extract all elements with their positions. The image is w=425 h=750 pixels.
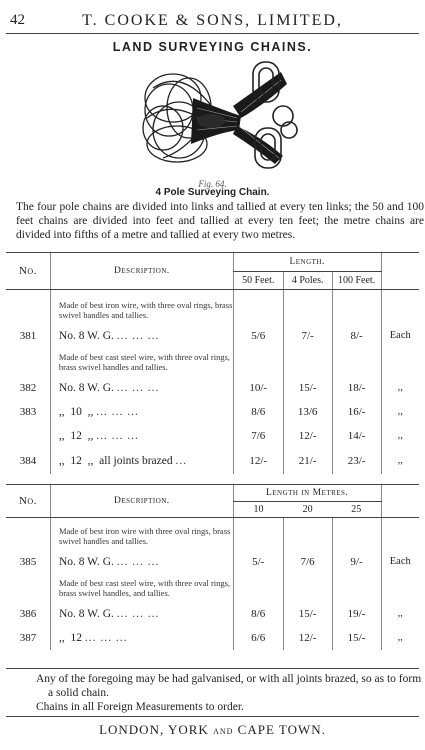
- price-10-metres: 6/6: [233, 626, 283, 650]
- footer-locations: LONDON, YORK and CAPE TOWN.: [99, 722, 326, 737]
- figure-number: Fig. 64.: [198, 179, 227, 189]
- table-row: [6, 400, 419, 424]
- table-row: [6, 376, 419, 400]
- col-no-header: No.: [6, 253, 50, 289]
- price-50-feet: 12/-: [233, 448, 283, 474]
- col-50-feet-header: 50 Feet.: [233, 271, 283, 289]
- price-100-feet: 18/-: [332, 376, 381, 400]
- intro-paragraph: [16, 200, 424, 242]
- table-row: [6, 424, 419, 448]
- row-unit: ,,: [381, 448, 419, 474]
- row-unit: ,,: [381, 626, 419, 650]
- price-table-length: [6, 253, 419, 474]
- price-25-metres: 19/-: [332, 602, 381, 626]
- page-number: 42: [10, 12, 25, 28]
- price-50-feet: 8/6: [233, 400, 283, 424]
- price-100-feet: 23/-: [332, 448, 381, 474]
- col-length-header: Length.: [233, 253, 381, 271]
- price-table-metres: [6, 485, 419, 650]
- row-description: ,, 12 ... ... ...: [50, 626, 233, 650]
- row-unit: ,,: [381, 400, 419, 424]
- footnote-galvanised: Any of the foregoing may be had galvanised, or with all joints brazed, so as to form a solid chain.: [36, 673, 422, 699]
- price-100-feet: 8/-: [332, 324, 381, 348]
- price-50-feet: 5/6: [233, 324, 283, 348]
- table-row: [6, 324, 419, 348]
- row-unit: Each: [381, 550, 419, 574]
- col-100-feet-header: 100 Feet.: [332, 271, 381, 289]
- footer-rule: [6, 716, 419, 717]
- table1-note-steel-wire: Made of best cast steel wire, with three oval rings, brass swivel handles and tallies.: [50, 348, 233, 376]
- row-no: 381: [19, 329, 37, 342]
- row-no: 385: [19, 555, 37, 568]
- col-no-header: No.: [6, 485, 50, 517]
- chain-illustration: [133, 58, 303, 176]
- col-length-metres-header: Length in Metres.: [233, 485, 381, 501]
- row-no: 383: [19, 405, 37, 418]
- row-no: 386: [19, 607, 37, 620]
- row-unit: ,,: [381, 376, 419, 400]
- price-4-poles: 12/-: [283, 424, 332, 448]
- price-50-feet: 10/-: [233, 376, 283, 400]
- col-10-metres-header: 10: [233, 501, 283, 517]
- section-title: LAND SURVEYING CHAINS.: [112, 40, 313, 54]
- row-no: 384: [19, 454, 37, 467]
- price-20-metres: 12/-: [283, 626, 332, 650]
- col-unit-header: [381, 485, 419, 517]
- table-row: [6, 550, 419, 574]
- row-description: No. 8 W. G. ... ... ...: [50, 324, 233, 348]
- price-100-feet: 14/-: [332, 424, 381, 448]
- price-4-poles: 13/6: [283, 400, 332, 424]
- col-unit-header: [381, 253, 419, 289]
- price-4-poles: 21/-: [283, 448, 332, 474]
- price-4-poles: 15/-: [283, 376, 332, 400]
- price-20-metres: 7/6: [283, 550, 332, 574]
- row-description: No. 8 W. G. ... ... ...: [50, 602, 233, 626]
- intro-text: The four pole chains are divided into links and tallied at every ten links; the 50 and 100 feet chains are divided into feet and tallied at every ten feet; the metre chains are divided into fifths of a metre and tallied at every two metres.: [16, 201, 424, 241]
- table1-note-iron-wire: Made of best iron wire, with three oval rings, brass swivel handles and tallies.: [50, 289, 233, 324]
- header-rule: [6, 33, 419, 34]
- table2-bottom-rule: [6, 668, 419, 669]
- col-description-header: Description.: [50, 253, 233, 289]
- row-description: ,, 10 ,, ... ... ...: [50, 400, 233, 424]
- row-no: 387: [19, 631, 37, 644]
- price-10-metres: 8/6: [233, 602, 283, 626]
- figure-caption: 4 Pole Surveying Chain.: [155, 187, 270, 198]
- footnote-foreign-measurements: Chains in all Foreign Measurements to order.: [36, 701, 244, 713]
- price-25-metres: 15/-: [332, 626, 381, 650]
- col-4-poles-header: 4 Poles.: [283, 271, 332, 289]
- row-description: ,, 12 ,, ... ... ...: [50, 424, 233, 448]
- price-100-feet: 16/-: [332, 400, 381, 424]
- row-unit: ,,: [381, 424, 419, 448]
- col-25-metres-header: 25: [332, 501, 381, 517]
- table-row: [6, 448, 419, 474]
- table-row: [6, 626, 419, 650]
- col-20-metres-header: 20: [283, 501, 332, 517]
- price-4-poles: 7/-: [283, 324, 332, 348]
- table2-note-steel-wire: Made of best cast steel wire, with three oval rings, brass swivel handles, and tallies.: [50, 574, 233, 602]
- row-no: [6, 424, 50, 448]
- row-unit: ,,: [381, 602, 419, 626]
- row-description: No. 8 W. G. ... ... ...: [50, 376, 233, 400]
- company-header: T. COOKE & SONS, LIMITED,: [82, 12, 343, 29]
- price-25-metres: 9/-: [332, 550, 381, 574]
- footnotes: [36, 672, 424, 714]
- table2-note-iron-wire: Made of best iron wire with three oval rings, brass swivel handles and tallies.: [50, 517, 233, 550]
- row-unit: Each: [381, 324, 419, 348]
- price-10-metres: 5/-: [233, 550, 283, 574]
- price-50-feet: 7/6: [233, 424, 283, 448]
- row-no: 382: [19, 381, 37, 394]
- table-row: [6, 602, 419, 626]
- col-description-header: Description.: [50, 485, 233, 517]
- row-description: No. 8 W. G. ... ... ...: [50, 550, 233, 574]
- row-description: ,, 12 ,, all joints brazed ...: [50, 448, 233, 474]
- price-20-metres: 15/-: [283, 602, 332, 626]
